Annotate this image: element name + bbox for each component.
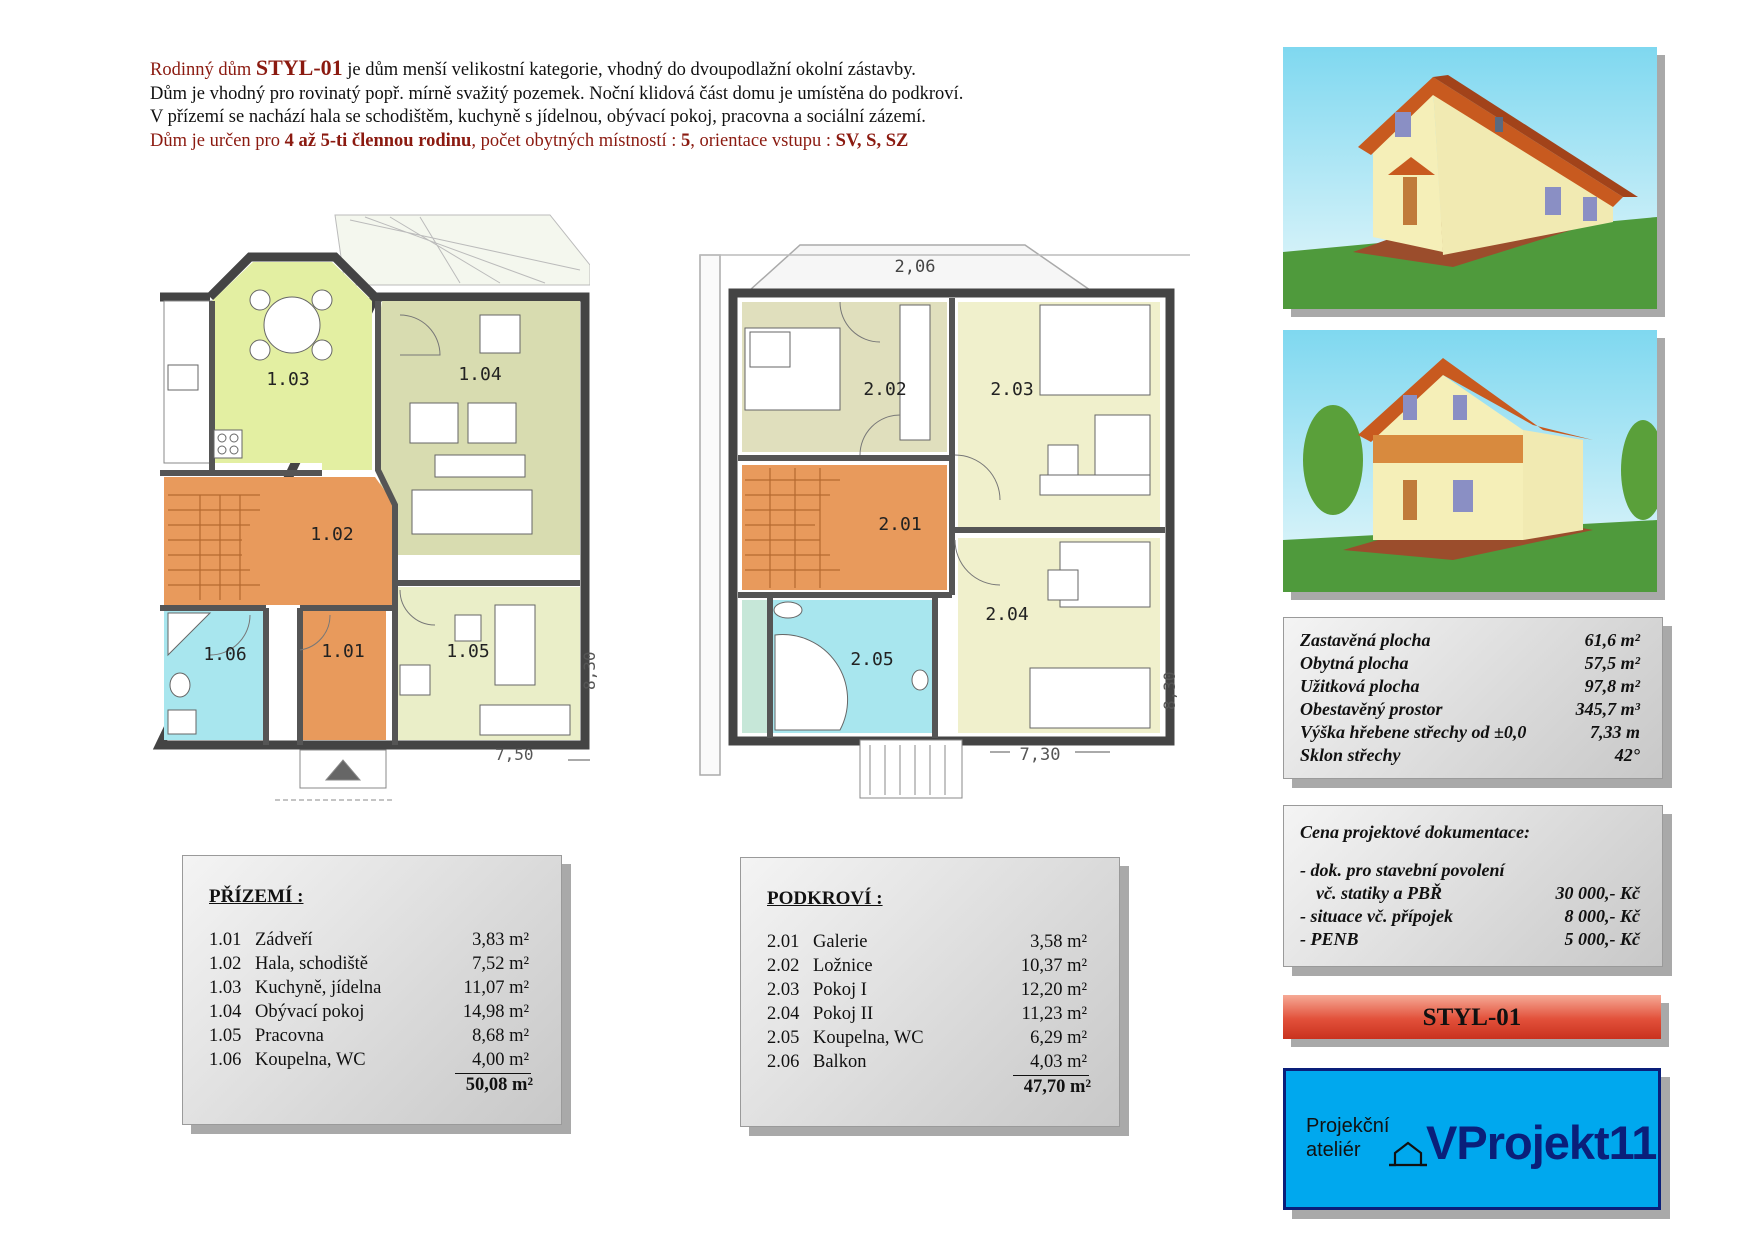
logo-line-1: Projekční — [1306, 1115, 1390, 1137]
project-name-badge: STYL-01 — [1283, 995, 1661, 1039]
prizemi-room-row: 1.05 Pracovna 8,68 m² — [209, 1026, 529, 1046]
label-2-05: 2.05 — [850, 649, 894, 670]
prizemi-room-row: 1.04 Obývací pokoj 14,98 m² — [209, 1002, 529, 1022]
house-render-front — [1283, 47, 1657, 309]
stats-panel — [1283, 617, 1663, 779]
label-2-03: 2.03 — [990, 379, 1034, 400]
price-row: - PENB 5 000,- Kč — [1300, 929, 1640, 949]
room-2-05-side — [742, 600, 768, 733]
podkrovi-room-row: 2.04 Pokoj II 11,23 m² — [767, 1004, 1087, 1024]
attic-plan — [690, 240, 1195, 800]
label-1-04: 1.04 — [458, 364, 502, 385]
podkrovi-panel — [740, 857, 1120, 1127]
ground-floor-plan — [150, 205, 590, 810]
logo-line-2: ateliér — [1306, 1139, 1361, 1161]
intro-line-2: Dům je vhodný pro rovinatý popř. mírně svažitý pozemek. Noční klidová část domu je umístěna do podkroví. — [150, 83, 964, 104]
intro-line-4: Dům je určen pro 4 až 5-ti člennou rodinu, počet obytných místností : 5, orientace vstupu : SV, S, SZ — [150, 130, 909, 151]
dim-depth-ground-label: 8,30 — [580, 651, 599, 690]
intro-line-3: V přízemí se nachází hala se schodištěm, kuchyně s jídelnou, obývací pokoj, pracovna a sociální zázemí. — [150, 107, 926, 127]
label-2-04: 2.04 — [985, 604, 1029, 625]
prizemi-room-row: 1.06 Koupelna, WC 4,00 m² — [209, 1050, 529, 1070]
prizemi-sum-line — [455, 1073, 531, 1074]
room-1-02-hall — [164, 477, 395, 605]
stat-row: Obytná plocha 57,5 m² — [1300, 653, 1640, 673]
price-title: Cena projektové dokumentace: — [1300, 822, 1530, 842]
room-1-01-entry — [300, 610, 386, 740]
stat-row: Sklon střechy 42° — [1300, 745, 1640, 765]
dim-width-attic: 7,30 — [1019, 745, 1061, 765]
podkrovi-total: 47,70 m² — [1023, 1077, 1091, 1097]
label-1-02: 1.02 — [310, 524, 354, 545]
prizemi-room-row: 1.02 Hala, schodiště 7,52 m² — [209, 954, 529, 974]
intro-line-1: Rodinný dům STYL-01 je dům menší velikostní kategorie, vhodný do dvoupodlažní okolní zástavby. — [150, 55, 916, 80]
prizemi-room-row: 1.03 Kuchyně, jídelna 11,07 m² — [209, 978, 529, 998]
dim-depth-attic-label: 8,30 — [1160, 671, 1179, 710]
podkrovi-room-row: 2.03 Pokoj I 12,20 m² — [767, 980, 1087, 1000]
stat-row: Zastavěná plocha 61,6 m² — [1300, 630, 1640, 650]
podkrovi-title: PODKROVÍ : — [767, 888, 883, 909]
prizemi-panel — [182, 855, 562, 1125]
intro-text — [150, 56, 963, 153]
label-1-03: 1.03 — [266, 369, 310, 390]
terrace — [335, 215, 590, 285]
label-2-01: 2.01 — [878, 514, 922, 535]
price-row: - situace vč. přípojek 8 000,- Kč — [1300, 906, 1640, 926]
prizemi-total: 50,08 m² — [465, 1075, 533, 1095]
podkrovi-room-row: 2.01 Galerie 3,58 m² — [767, 932, 1087, 952]
attic-canopy — [860, 740, 962, 798]
podkrovi-room-row: 2.05 Koupelna, WC 6,29 m² — [767, 1028, 1087, 1048]
house-icon — [1389, 1141, 1427, 1167]
house-render-rear-image — [1283, 330, 1657, 592]
entrance-steps — [275, 750, 395, 800]
stat-row: Výška hřebene střechy od ±0,0 7,33 m — [1300, 722, 1640, 742]
price-line-1: - dok. pro stavební povolení — [1300, 860, 1505, 880]
prizemi-title: PŘÍZEMÍ : — [209, 886, 304, 907]
house-render-rear — [1283, 330, 1657, 592]
prizemi-room-row: 1.01 Zádveří 3,83 m² — [209, 930, 529, 950]
podkrovi-room-row: 2.06 Balkon 4,03 m² — [767, 1052, 1087, 1072]
label-1-06: 1.06 — [203, 644, 247, 665]
dim-width-ground: 7,50 — [495, 745, 534, 764]
vprojekt-logo — [1283, 1068, 1661, 1210]
house-render-front-image — [1283, 47, 1657, 309]
logo-brand: VProjekt11 — [1426, 1116, 1657, 1169]
label-1-01: 1.01 — [321, 641, 365, 662]
label-2-02: 2.02 — [863, 379, 907, 400]
stat-row: Užitková plocha 97,8 m² — [1300, 676, 1640, 696]
label-1-05: 1.05 — [446, 641, 490, 662]
podkrovi-sum-line — [1013, 1075, 1089, 1076]
price-row: vč. statiky a PBŘ 30 000,- Kč — [1316, 883, 1640, 903]
dim-top-attic: 2,06 — [894, 257, 936, 277]
stat-row: Obestavěný prostor 345,7 m³ — [1300, 699, 1640, 719]
price-panel — [1283, 805, 1663, 967]
podkrovi-room-row: 2.02 Ložnice 10,37 m² — [767, 956, 1087, 976]
